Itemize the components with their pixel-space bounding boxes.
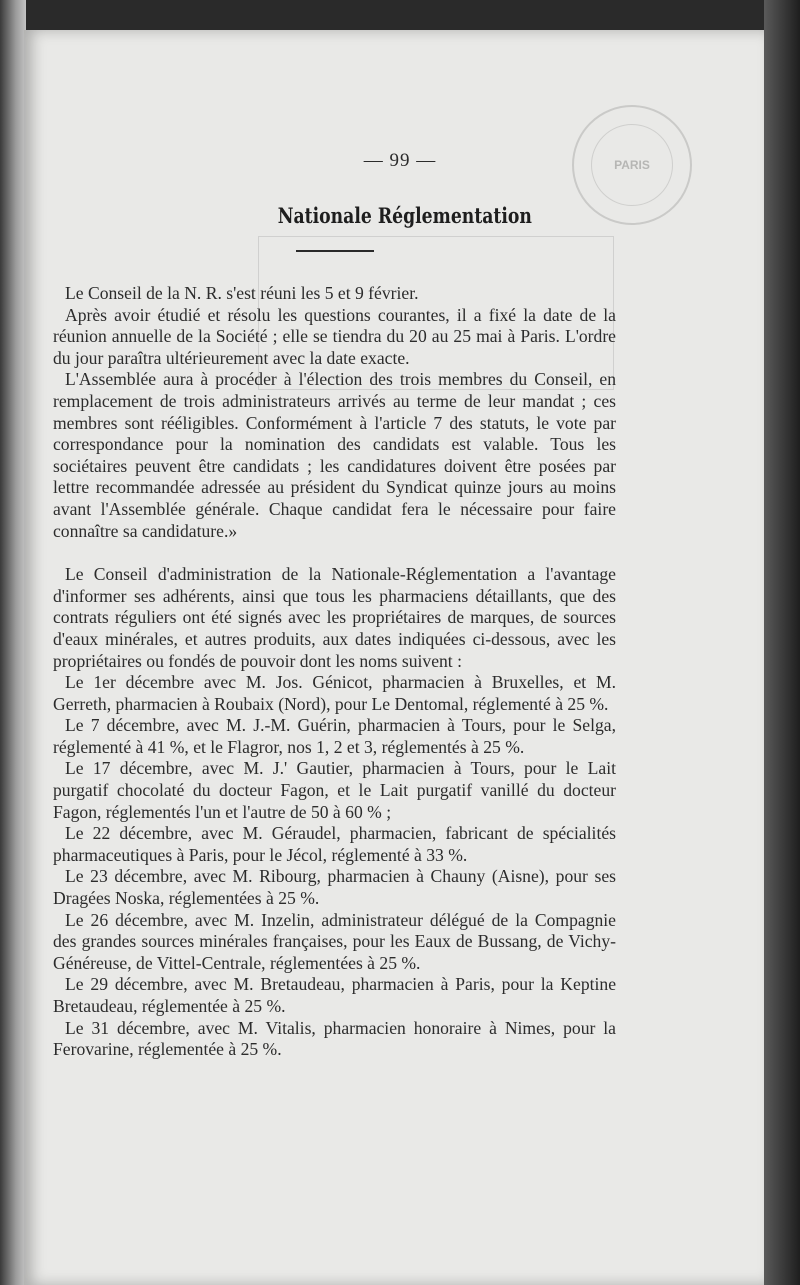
paragraph: Le 31 décembre, avec M. Vitalis, pharmacien honoraire à Nimes, pour la Ferovarine, réglementée à 25 %. xyxy=(53,1017,616,1060)
paragraph: Après avoir étudié et résolu les questions courantes, il a fixé la date de la réunion annuelle de la Société ; elle se tiendra du 20 au 25 mai à Paris. L'ordre du jour paraîtra ultérieurement avec la date exacte. xyxy=(53,304,616,368)
article-body xyxy=(53,283,616,1061)
title-rule xyxy=(296,250,374,252)
paragraph: Le 22 décembre, avec M. Géraudel, pharmacien, fabricant de spécialités pharmaceutiques à Paris, pour le Jécol, réglementé à 33 %. xyxy=(53,823,616,865)
paragraph: Le 1er décembre avec M. Jos. Génicot, pharmacien à Bruxelles, et M. Gerreth, pharmacien à Roubaix (Nord), pour Le Dentomal, réglementé à 25 %. xyxy=(53,672,616,714)
paragraph: Le 26 décembre, avec M. Inzelin, administrateur délégué de la Compagnie des grandes sources minérales françaises, pour les Eaux de Bussang, de Vichy-Généreuse, de Vittel-Centrale, réglementées à 25 %. xyxy=(53,909,616,973)
paragraph: Le 29 décembre, avec M. Bretaudeau, pharmacien à Paris, pour la Keptine Bretaudeau, réglementée à 25 %. xyxy=(53,974,616,1016)
stamp-text: PARIS xyxy=(614,158,650,172)
paragraph: Le 17 décembre, avec M. J.' Gautier, pharmacien à Tours, pour le Lait purgatif chocolaté du docteur Fagon, et le Lait purgatif vanillé du docteur Fagon, réglementés l'un et l'autre de 50 à 60 % ; xyxy=(53,758,616,822)
page-number: — 99 — xyxy=(363,150,437,171)
paragraph: Le 23 décembre, avec M. Ribourg, pharmacien à Chauny (Aisne), pour ses Dragées Noska, réglementées à 25 %. xyxy=(53,866,616,909)
page-title: Nationale Réglementation xyxy=(277,203,532,228)
paragraph: Le Conseil de la N. R. s'est réuni les 5 et 9 février. xyxy=(65,283,419,303)
paragraph: Le Conseil d'administration de la Nationale-Réglementation a l'avantage d'informer ses adhérents, ainsi que tous les pharmaciens détaillants, que des contrats réguliers ont été signés avec les propriétaires de marques, de sources d'eaux minérales, et autres produits, aux dates indiquées ci-dessous, avec les propriétaires ou fondés de pouvoir dont les noms suivent : xyxy=(53,564,616,671)
paragraph: Le 7 décembre, avec M. J.-M. Guérin, pharmacien à Tours, pour le Selga, réglementé à 41 %, et le Flagror, nos 1, 2 et 3, réglementés à 25 %. xyxy=(53,715,616,757)
scan-background xyxy=(764,0,800,1285)
binding-edge xyxy=(0,0,26,1285)
paragraph: L'Assemblée aura à procéder à l'élection des trois membres du Conseil, en remplacement de trois administrateurs arrivés au terme de leur mandat ; ces membres sont rééligibles. Conformément à l'article 7 des statuts, le vote par correspondance pour la nomination des candidats est valable. Tous les sociétaires peuvent être candidats ; les candidatures doivent être posées par lettre recommandée adressée au président du Syndicat quinze jours au moins avant l'Assemblée générale. Chaque candidat fera le nécessaire pour faire connaître sa candidature.» xyxy=(53,369,616,541)
